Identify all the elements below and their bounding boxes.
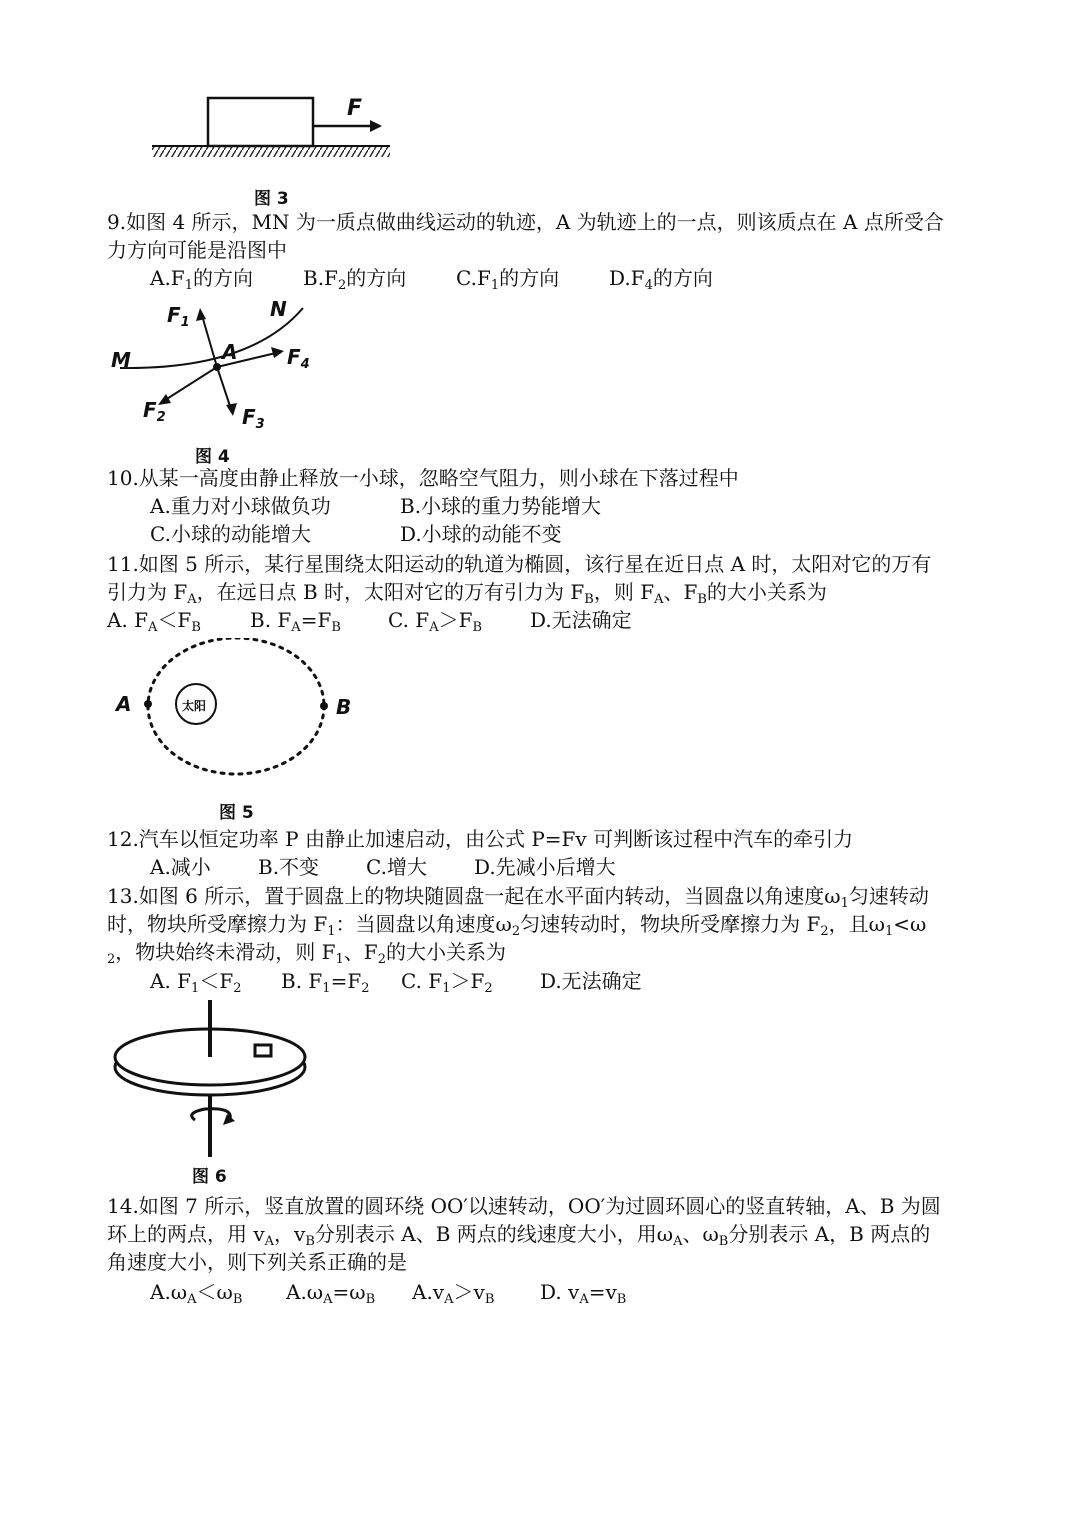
q12-option-c: C.增大 [366,855,427,879]
q9-option-d: $D.F_4$的方向 [609,266,713,293]
q14-option-c: $A.v_A>v_B$ [412,1280,495,1307]
fig4-label-F4: $F_4$ [287,345,310,372]
fig5-label-A: A [116,692,132,716]
fig4-label-M: M [111,348,131,372]
q14-option-a: $A.\omega_A<\omega_B$ [150,1280,243,1307]
q13-option-b: B. $F_1=F_2$ [281,969,370,996]
q10-option-a: A.重力对小球做负功 [150,494,331,518]
q14-line1: 14.如图 7 所示，竖直放置的圆环绕 OO′以速转动，OO′为过圆环圆心的竖直转轴，A、B 为圆 [107,1194,941,1218]
f2-arrow [162,367,217,402]
block [255,1045,271,1056]
figure-6 [105,995,320,1160]
q10-option-c: C.小球的动能增大 [150,522,311,546]
q14-option-b: $A.\omega_A=\omega_B$ [286,1280,376,1307]
figure-5-caption: 图 5 [219,803,254,823]
sun-label: 太阳 [182,699,207,713]
q11-option-a: A. $F_A<F_B$ [107,608,201,635]
q9-option-c: $C.F_1$的方向 [456,266,560,293]
fig4-label-F1: $F_1$ [167,303,190,330]
q13-line1: 13.如图 6 所示，置于圆盘上的物块随圆盘一起在水平面内转动，当圆盘以角速度$\omega_1$匀速转动 [107,884,929,911]
figure-6-caption: 图 6 [192,1167,227,1187]
q13-option-d: D.无法确定 [540,969,642,993]
q9-option-a: $A.F_1$的方向 [150,266,253,293]
f1-arrow [201,312,217,367]
force-label-F: F [347,96,363,121]
q12-option-b: B.不变 [258,855,320,879]
point-A-dot [144,700,152,708]
q11-option-d: D.无法确定 [530,608,632,632]
fig4-label-F3: $F_3$ [242,405,265,432]
q12-option-a: A.减小 [150,855,211,879]
q10-line1: 10.从某一高度由静止释放一小球，忽略空气阻力，则小球在下落过程中 [107,466,739,490]
point-B-dot [320,702,328,710]
q11-line1: 11.如图 5 所示，某行星围绕太阳运动的轨道为椭圆，该行星在近日点 A 时，太阳对它的万有 [107,552,932,576]
q12-line1: 12.汽车以恒定功率 P 由静止加速启动，由公式 P=Fv 可判断该过程中汽车的牵引力 [107,827,854,851]
q14-line3: 角速度大小，则下列关系正确的是 [107,1250,407,1274]
fig5-label-B: B [336,695,352,719]
q14-option-d: D. $v_A=v_B$ [540,1280,627,1307]
q11-line2: 引力为 $F_A$，在远日点 B 时，太阳对它的万有引力为 $F_B$，则 $F_A$、$F_B$的大小关系为 [107,580,827,607]
fig4-label-N: N [270,297,287,321]
orbit-ellipse [148,638,324,774]
ground-hatch [152,147,390,157]
q12-option-d: D.先减小后增大 [474,855,616,879]
figure-3-caption: 图 3 [254,189,289,209]
q13-line3: $_2$，物块始终未滑动，则 $F_1$、$F_2$的大小关系为 [107,940,506,967]
figure-5 [135,638,335,788]
block [208,98,313,146]
q13-option-c: C. $F_1>F_2$ [401,969,493,996]
q14-line2: 环上的两点，用 $v_A$，$v_B$分别表示 A、B 两点的线速度大小，用$\omega_A$、$\omega_B$分别表示 A，B 两点的 [107,1222,931,1249]
q9-line1: 9.如图 4 所示，MN 为一质点做曲线运动的轨迹，A 为轨迹上的一点，则该质点在 A 点所受合 [107,210,944,234]
q11-option-b: B. $F_A=F_B$ [250,608,341,635]
q10-option-d: D.小球的动能不变 [400,522,562,546]
q13-line2: 时，物块所受摩擦力为 $F_1$：当圆盘以角速度$\omega_2$匀速转动时，物块所受摩擦力为 $F_2$，且$\omega_1<\omega$ [107,912,927,939]
q9-option-b: $B.F_2$的方向 [303,266,407,293]
q13-option-a: A. $F_1<F_2$ [150,969,242,996]
q10-option-b: B.小球的重力势能增大 [400,494,602,518]
fig4-label-F2: $F_2$ [143,398,166,425]
fig4-label-A: A [222,340,238,364]
q9-line2: 力方向可能是沿图中 [107,238,287,262]
figure-4-caption: 图 4 [195,447,230,467]
q11-option-c: C. $F_A>F_B$ [388,608,483,635]
